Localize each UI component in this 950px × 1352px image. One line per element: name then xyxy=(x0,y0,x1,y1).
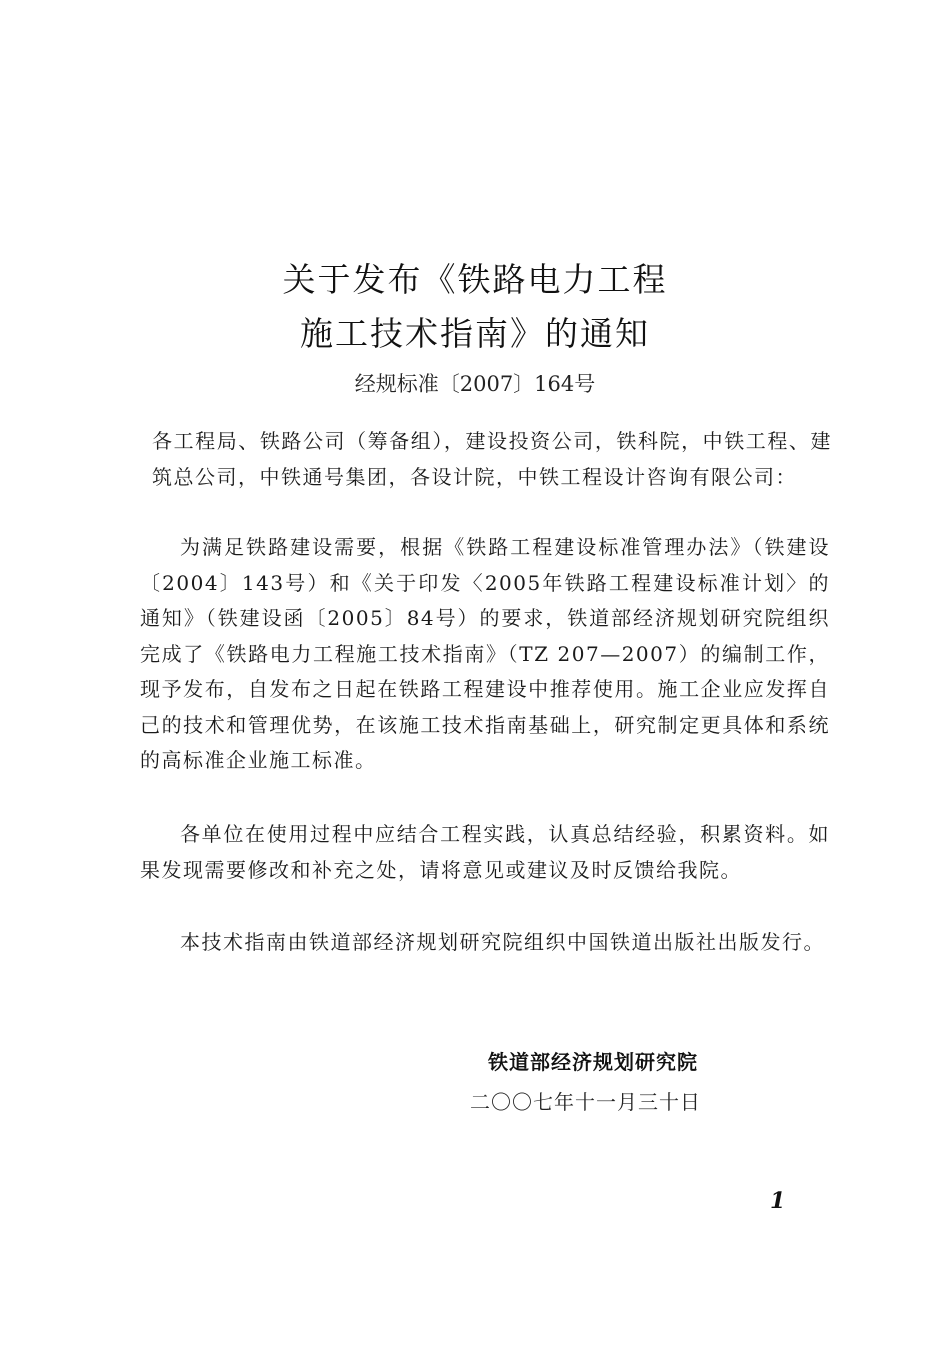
paragraph-text: 各单位在使用过程中应结合工程实践，认真总结经验，积累资料。如果发现需要修改和补充之处，请将意见或建议及时反馈给我院。 xyxy=(140,822,830,882)
paragraph-requirements xyxy=(140,530,830,779)
paragraph-text: 为满足铁路建设需要，根据《铁路工程建设标准管理办法》（铁建设〔2004〕143号）和《关于印发〈2005年铁路工程建设标准计划〉的通知》（铁建设函〔2005〕84号）的要求，铁道部经济规划研究院组织完成了《铁路电力工程施工技术指南》（TZ 207—2007）的编制工作，现予发布，自发布之日起在铁路工程建设中推荐使用。施工企业应发挥自己的技术和管理优势，在该施工技术指南基础上，研究制定更具体和系统的高标准企业施工标准。 xyxy=(140,535,830,772)
signature-date: 二〇〇七年十一月三十日 xyxy=(470,1090,701,1114)
notice-title-line-2: 施工技术指南》的通知 xyxy=(300,314,650,353)
notice-title-line-1: 关于发布《铁路电力工程 xyxy=(282,260,668,299)
paragraph-text: 本技术指南由铁道部经济规划研究院组织中国铁道出版社出版发行。 xyxy=(180,930,825,954)
page-number: 1 xyxy=(770,1188,786,1214)
document-number: 经规标准〔2007〕164号 xyxy=(354,372,596,396)
signature-organization: 铁道部经济规划研究院 xyxy=(488,1050,698,1074)
paragraph-publication xyxy=(140,925,830,961)
addressee: 各工程局、铁路公司（筹备组），建设投资公司，铁科院，中铁工程、建筑总公司，中铁通号集团，各设计院，中铁工程设计咨询有限公司： xyxy=(152,429,832,489)
paragraph-feedback xyxy=(140,817,830,888)
